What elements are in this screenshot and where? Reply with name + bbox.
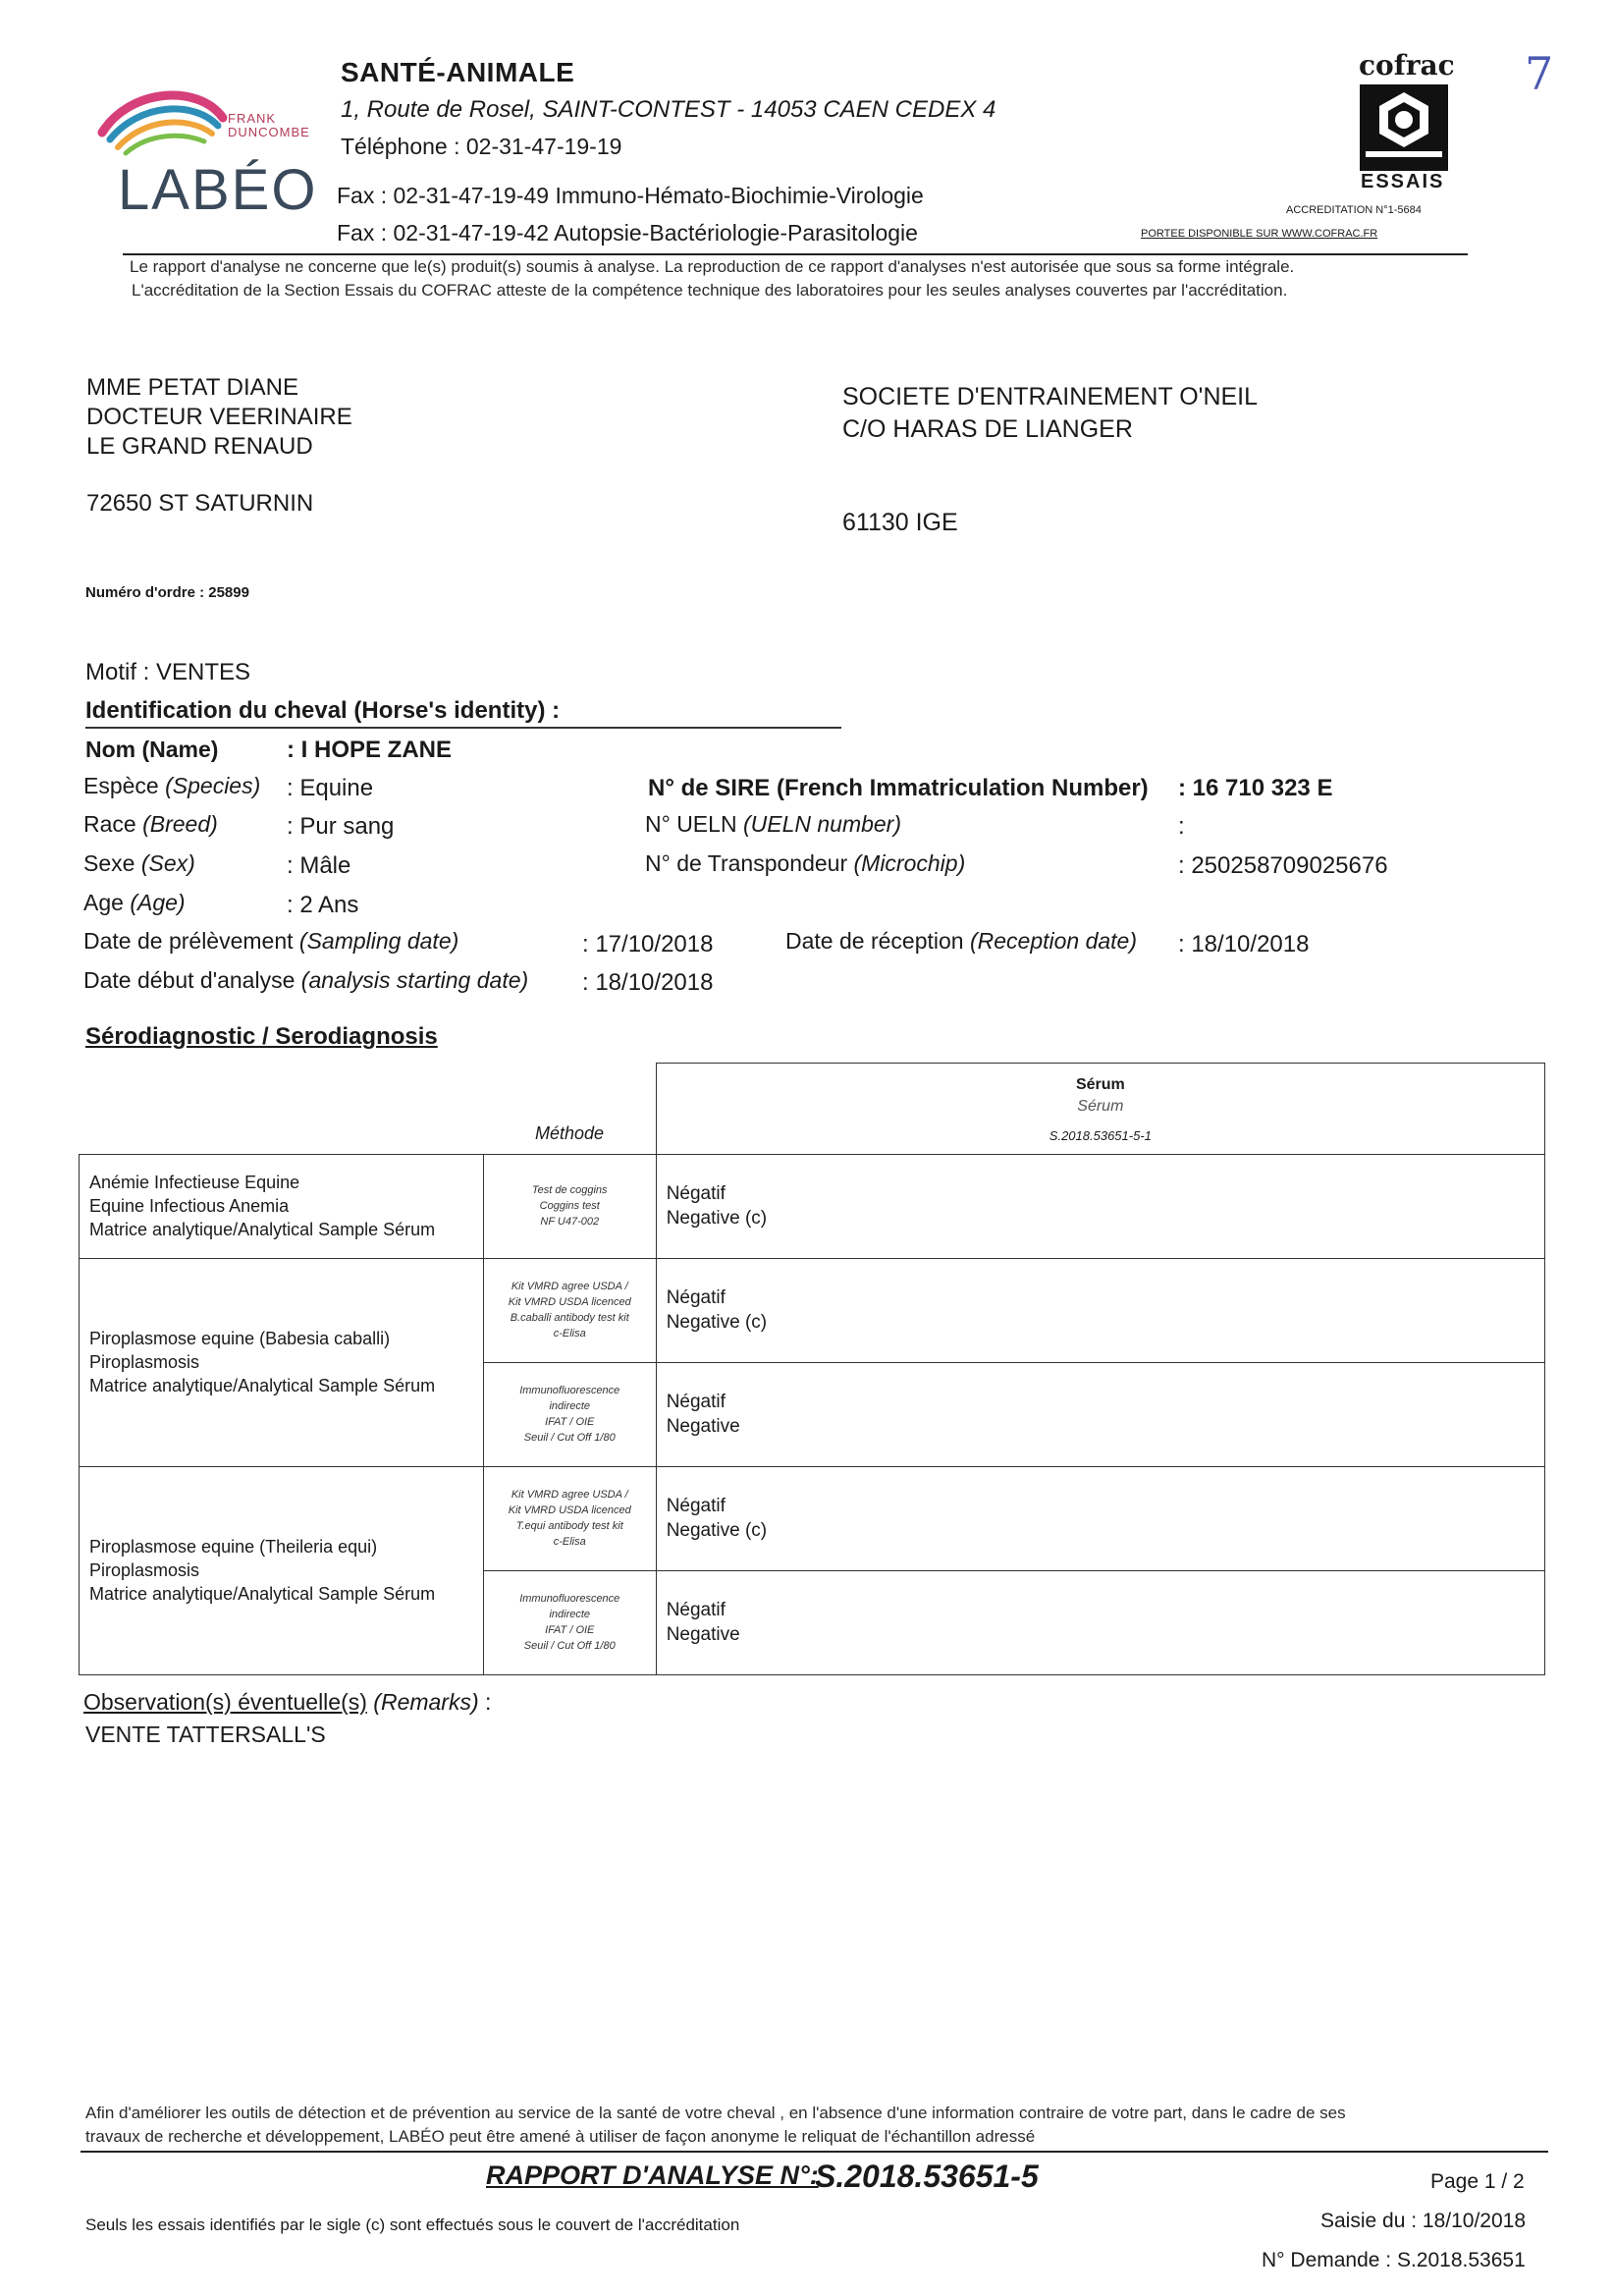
header-serum (656, 1064, 1544, 1155)
observations-colon: : (485, 1689, 492, 1715)
prelev-value: : 17/10/2018 (582, 931, 714, 957)
nom-label: Nom (Name) (85, 737, 219, 762)
sire-label: N° de SIRE (French Immatriculation Number) (648, 775, 1149, 801)
method-line: Coggins test (539, 1200, 600, 1212)
rapport-number: S.2018.53651-5 (815, 2159, 1039, 2194)
result-cell (656, 1570, 1544, 1674)
age-value: : 2 Ans (287, 892, 359, 918)
recipient-line-1: SOCIETE D'ENTRAINEMENT O'NEIL (842, 383, 1259, 410)
observations-title (83, 1689, 491, 1716)
method-cell (483, 1362, 656, 1466)
method-line: B.caballi antibody test kit (510, 1312, 629, 1324)
method-cell (483, 1570, 656, 1674)
analyse-cell-babesia (80, 1258, 484, 1466)
debut-row (83, 967, 528, 994)
table-header-row (80, 1064, 1545, 1155)
sexe-label: Sexe (83, 850, 135, 876)
sender-line-3: LE GRAND RENAUD (86, 433, 313, 460)
result-line: Négatif (666, 1392, 726, 1412)
prelev-label: Date de prélèvement (83, 928, 294, 954)
method-line: Immunofluorescence (519, 1385, 620, 1396)
method-line: Kit VMRD USDA licenced (508, 1504, 631, 1516)
method-line: c-Elisa (553, 1328, 586, 1339)
recipient-line-3: 61130 IGE (842, 509, 958, 536)
header-serum-en: Sérum (1077, 1097, 1124, 1115)
method-line: NF U47-002 (540, 1216, 600, 1228)
cofrac-hexagon-icon (1360, 84, 1448, 171)
page-number: Page 1 / 2 (1430, 2170, 1525, 2193)
observations-text: VENTE TATTERSALL'S (85, 1722, 326, 1747)
method-line: indirecte (549, 1609, 591, 1620)
recipient-address (842, 381, 1258, 446)
observations-en: (Remarks) (373, 1689, 479, 1715)
method-cell (483, 1258, 656, 1362)
debut-en: (analysis starting date) (300, 967, 529, 993)
method-line: Kit VMRD USDA licenced (508, 1296, 631, 1308)
method-line: T.equi antibody test kit (515, 1520, 623, 1532)
method-line: Seuil / Cut Off 1/80 (523, 1640, 616, 1652)
cofrac-essais: ESSAIS (1361, 171, 1445, 192)
ueln-row (645, 811, 901, 838)
method-line: c-Elisa (553, 1536, 586, 1548)
lab-fax-2: Fax : 02-31-47-19-42 Autopsie-Bactériologie-Parasitologie (337, 220, 918, 246)
sexe-value: : Mâle (287, 852, 351, 879)
lab-name: SANTÉ-ANIMALE (341, 57, 575, 87)
debut-label: Date début d'analyse (83, 967, 296, 993)
order-number: Numéro d'ordre : 25899 (85, 584, 249, 601)
result-line: Négatif (666, 1183, 726, 1204)
header-rule (123, 253, 1468, 255)
header-sample-id: S.2018.53651-5-1 (1049, 1127, 1152, 1143)
serodiag-title: Sérodiagnostic / Serodiagnosis (85, 1023, 438, 1050)
identification-rule (85, 727, 841, 729)
logo-sub-line1: FRANK (228, 111, 277, 126)
table-row (80, 1466, 1545, 1570)
header-method: Méthode (534, 1122, 605, 1143)
ueln-label: N° UELN (645, 811, 737, 837)
age-row (83, 890, 186, 916)
lab-fax-1: Fax : 02-31-47-19-49 Immuno-Hémato-Biochimie-Virologie (337, 183, 924, 208)
footer-note-line-2: travaux de recherche et développement, LABÉO peut être amené à utiliser de façon anonyme le reliquat de l'échantillon adressé (85, 2127, 1036, 2146)
lab-address: 1, Route de Rosel, SAINT-CONTEST - 14053 CAEN CEDEX 4 (341, 96, 996, 123)
header-serum-fr: Sérum (1075, 1075, 1125, 1093)
nom-value: : I HOPE ZANE (287, 737, 453, 763)
method-line: Kit VMRD agree USDA / (511, 1489, 628, 1501)
disclaimer-line-2: L'accréditation de la Section Essais du COFRAC atteste de la compétence technique des laboratoires pour les seules analyses couvertes par l'accréditation. (132, 281, 1288, 300)
transp-row (645, 850, 965, 877)
cofrac-word: cofrac (1359, 49, 1455, 82)
debut-value: : 18/10/2018 (582, 969, 714, 996)
transp-value: : 250258709025676 (1178, 852, 1388, 879)
transp-label: N° de Transpondeur (645, 850, 848, 876)
race-en: (Breed) (142, 811, 218, 837)
method-cell (483, 1154, 656, 1258)
analyse-line: Piroplasmose equine (Babesia caballi) (89, 1329, 391, 1348)
analyse-line: Matrice analytique/Analytical Sample Sérum (89, 1376, 436, 1395)
analyse-line: Matrice analytique/Analytical Sample Sérum (89, 1220, 436, 1239)
footer-note-line-1: Afin d'améliorer les outils de détection et de prévention au service de la santé de votre cheval , en l'absence d'une information contraire de votre part, dans le cadre de ses (85, 2104, 1346, 2122)
lab-logo (90, 79, 326, 226)
result-cell (656, 1466, 1544, 1570)
prelev-row (83, 928, 458, 955)
recipient-line-2: C/O HARAS DE LIANGER (842, 415, 1133, 443)
race-value: : Pur sang (287, 813, 395, 840)
result-cell (656, 1258, 1544, 1362)
espece-label: Espèce (83, 773, 159, 798)
result-line: Negative (666, 1624, 740, 1645)
ueln-en: (UELN number) (742, 811, 901, 837)
sender-line-1: MME PETAT DIANE (86, 374, 299, 401)
table-row (80, 1154, 1545, 1258)
prelev-en: (Sampling date) (298, 928, 459, 954)
espece-row (83, 773, 260, 799)
reception-row (785, 928, 1137, 955)
analyse-line: Anémie Infectieuse Equine (89, 1173, 300, 1192)
analyse-line: Matrice analytique/Analytical Sample Sérum (89, 1584, 436, 1604)
result-line: Negative (c) (666, 1208, 768, 1229)
method-line: IFAT / OIE (545, 1416, 595, 1428)
table-row (80, 1258, 1545, 1362)
analyse-cell-aie (80, 1154, 484, 1258)
result-cell (656, 1362, 1544, 1466)
ueln-value: : (1178, 813, 1185, 840)
reception-value: : 18/10/2018 (1178, 931, 1310, 957)
sender-line-2: DOCTEUR VEERINAIRE (86, 404, 352, 430)
footer-rule (81, 2151, 1548, 2153)
cofrac-portee: PORTEE DISPONIBLE SUR WWW.COFRAC.FR (1141, 228, 1378, 240)
identification-title: Identification du cheval (Horse's identity) : (85, 697, 561, 724)
transp-en: (Microchip) (853, 850, 966, 876)
age-en: (Age) (130, 890, 186, 915)
analyse-line: Equine Infectious Anemia (89, 1196, 290, 1216)
sender-line-4: 72650 ST SATURNIN (86, 490, 314, 517)
race-row (83, 811, 218, 838)
logo-sub-line2: DUNCOMBE (228, 125, 310, 139)
sexe-en: (Sex) (140, 850, 195, 876)
lab-telephone: Téléphone : 02-31-47-19-19 (341, 134, 622, 159)
age-label: Age (83, 890, 124, 915)
sexe-row (83, 850, 195, 877)
method-line: Seuil / Cut Off 1/80 (523, 1432, 616, 1444)
result-line: Negative (666, 1416, 740, 1437)
result-line: Négatif (666, 1600, 726, 1620)
demande-number: N° Demande : S.2018.53651 (1262, 2249, 1526, 2271)
accreditation-note: Seuls les essais identifiés par le sigle (c) sont effectués sous le couvert de l'accréditation (85, 2215, 740, 2234)
method-line: Kit VMRD agree USDA / (511, 1281, 628, 1292)
header-empty-cell (80, 1064, 484, 1155)
espece-en: (Species) (165, 773, 261, 798)
results-table (79, 1063, 1545, 1675)
sire-value: : 16 710 323 E (1178, 775, 1333, 801)
method-line: Immunofluorescence (519, 1593, 620, 1605)
cofrac-logo (1355, 49, 1453, 196)
result-line: Negative (c) (666, 1312, 768, 1333)
logo-text: LABÉO (118, 158, 318, 222)
result-line: Négatif (666, 1496, 726, 1516)
result-line: Negative (c) (666, 1520, 768, 1541)
method-line: IFAT / OIE (545, 1624, 595, 1636)
method-line: indirecte (549, 1400, 591, 1412)
method-cell (483, 1466, 656, 1570)
rapport-label: RAPPORT D'ANALYSE N°: (486, 2160, 819, 2190)
saisie-date: Saisie du : 18/10/2018 (1320, 2210, 1526, 2232)
result-line: Négatif (666, 1287, 726, 1308)
disclaimer-line-1: Le rapport d'analyse ne concerne que le(s) produit(s) soumis à analyse. La reproduction de ce rapport d'analyses n'est autorisée que sous sa forme intégrale. (130, 257, 1295, 276)
analyse-line: Piroplasmosis (89, 1560, 200, 1580)
cofrac-accreditation: ACCREDITATION N°1-5684 (1286, 204, 1422, 216)
race-label: Race (83, 811, 136, 837)
reception-en: (Reception date) (969, 928, 1138, 954)
analyse-cell-theileria (80, 1466, 484, 1674)
observations-label: Observation(s) éventuelle(s) (83, 1689, 367, 1715)
analyse-line: Piroplasmose equine (Theileria equi) (89, 1537, 378, 1557)
method-line: Test de coggins (531, 1184, 608, 1196)
analyse-line: Piroplasmosis (89, 1352, 200, 1372)
motif: Motif : VENTES (85, 659, 251, 685)
sender-address (86, 373, 352, 462)
espece-value: : Equine (287, 775, 374, 801)
result-cell (656, 1154, 1544, 1258)
reception-label: Date de réception (785, 928, 964, 954)
page-marker: 7 (1525, 47, 1554, 100)
